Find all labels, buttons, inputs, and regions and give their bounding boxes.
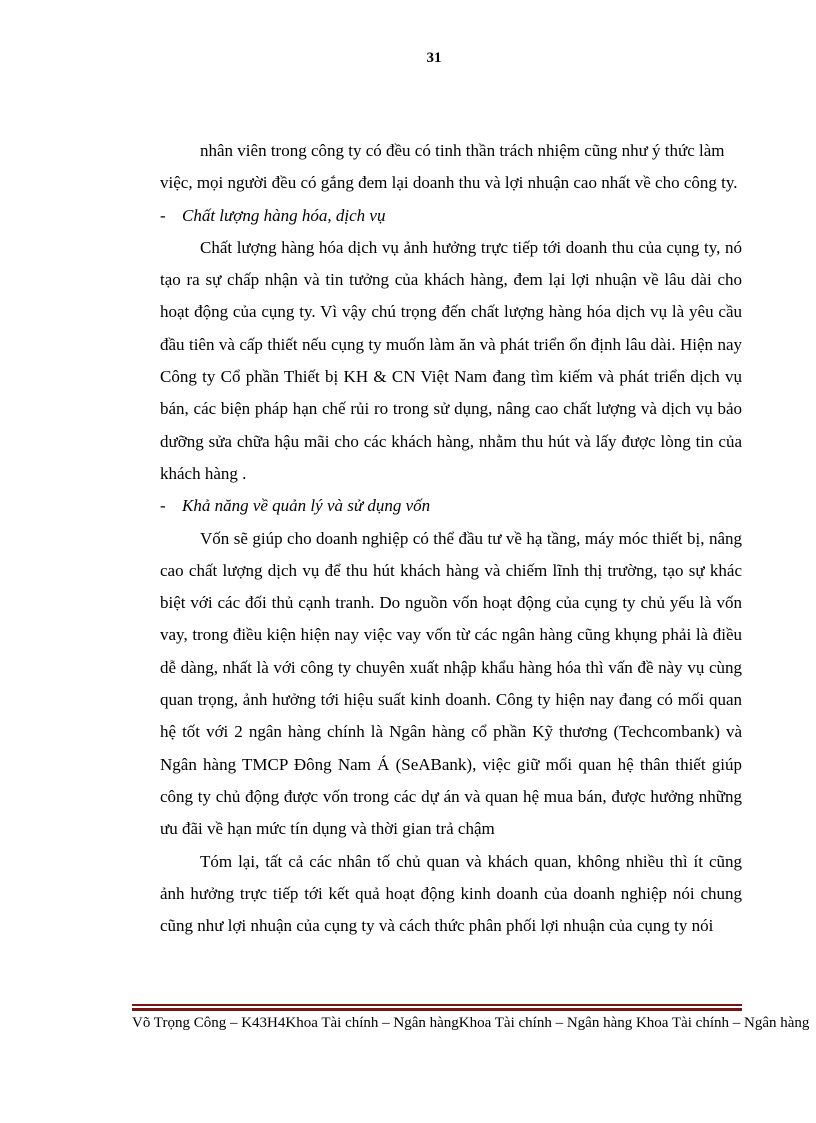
bullet-dash: - [160, 496, 166, 516]
footer-text: Võ Trọng Công – K43H4Khoa Tài chính – Ngân hàngKhoa Tài chính – Ngân hàng Khoa Tài chính – Ngân hàng [132, 1015, 810, 1031]
paragraph-1: nhân viên trong công ty có đều có tinh thần trách nhiệm cũng như ý thức làm việc, mọi người đều có gắng đem lại doanh thu và lợi nhuận cao nhất về cho công ty. [160, 141, 738, 193]
paragraph-4: Tóm lại, tất cả các nhân tố chủ quan và khách quan, không nhiều thì ít cũng ảnh hưởng trực tiếp tới kết quả hoạt động kinh doanh của doanh nghiệp nói chung cũng như lợi nhuận của cụng ty và cách thức phân phối lợi nhuận của cụng ty nói [160, 851, 742, 936]
heading-text: Chất lượng hàng hóa, dịch vụ [182, 205, 386, 225]
page-number: 31 [426, 50, 442, 66]
heading-goods-quality [160, 200, 742, 232]
paragraph-2: Chất lượng hàng hóa dịch vụ ảnh hưởng trực tiếp tới doanh thu của cụng ty, nó tạo ra sự chấp nhận và tin tưởng của khách hàng, đem lại lợi nhuận về lâu dài cho hoạt động của cụng ty. Vì vậy chú trọng đến chất lượng hàng hóa dịch vụ là yêu cầu đầu tiên và cấp thiết nếu cụng ty muốn làm ăn và phát triển ổn định lâu dài. Hiện nay Công ty Cổ phần Thiết bị KH & CN Việt Nam đang tìm kiếm và phát triển dịch vụ bán, các biện pháp hạn chế rủi ro trong sử dụng, nâng cao chất lượng và dịch vụ bảo dưỡng sửa chữa hậu mãi cho các khách hàng, nhằm thu hút và lấy được lòng tin của khách hàng . [160, 237, 742, 483]
heading-text: Khả năng về quản lý và sử dụng vốn [182, 496, 431, 516]
paragraph-3: Vốn sẽ giúp cho doanh nghiệp có thể đầu tư về hạ tầng, máy móc thiết bị, nâng cao chất lượng dịch vụ để thu hút khách hàng và chiếm lĩnh thị trường, tạo sự khác biệt với các đối thủ cạnh tranh. Do nguồn vốn hoạt động của cụng ty chủ yếu là vốn vay, trong điều kiện hiện nay việc vay vốn từ các ngân hàng cũng khụng phải là điều dễ dàng, nhất là với công ty chuyên xuất nhập khẩu hàng hóa thì vấn đề này vụ cùng quan trọng, ảnh hưởng tới hiệu suất kinh doanh. Công ty hiện nay đang có mối quan hệ tốt với 2 ngân hàng chính là Ngân hàng cổ phần Kỹ thương (Techcombank) và Ngân hàng TMCP Đông Nam Á (SeABank), việc giữ mối quan hệ thân thiết giúp công ty chủ động được vốn trong các dự án và quan hệ mua bán, được hưởng những ưu đãi về hạn mức tín dụng và thời gian trả chậm [160, 528, 742, 839]
body-text [160, 135, 742, 942]
bullet-dash: - [160, 205, 166, 225]
footer-divider [132, 1004, 742, 1011]
heading-capital-management [160, 490, 742, 522]
